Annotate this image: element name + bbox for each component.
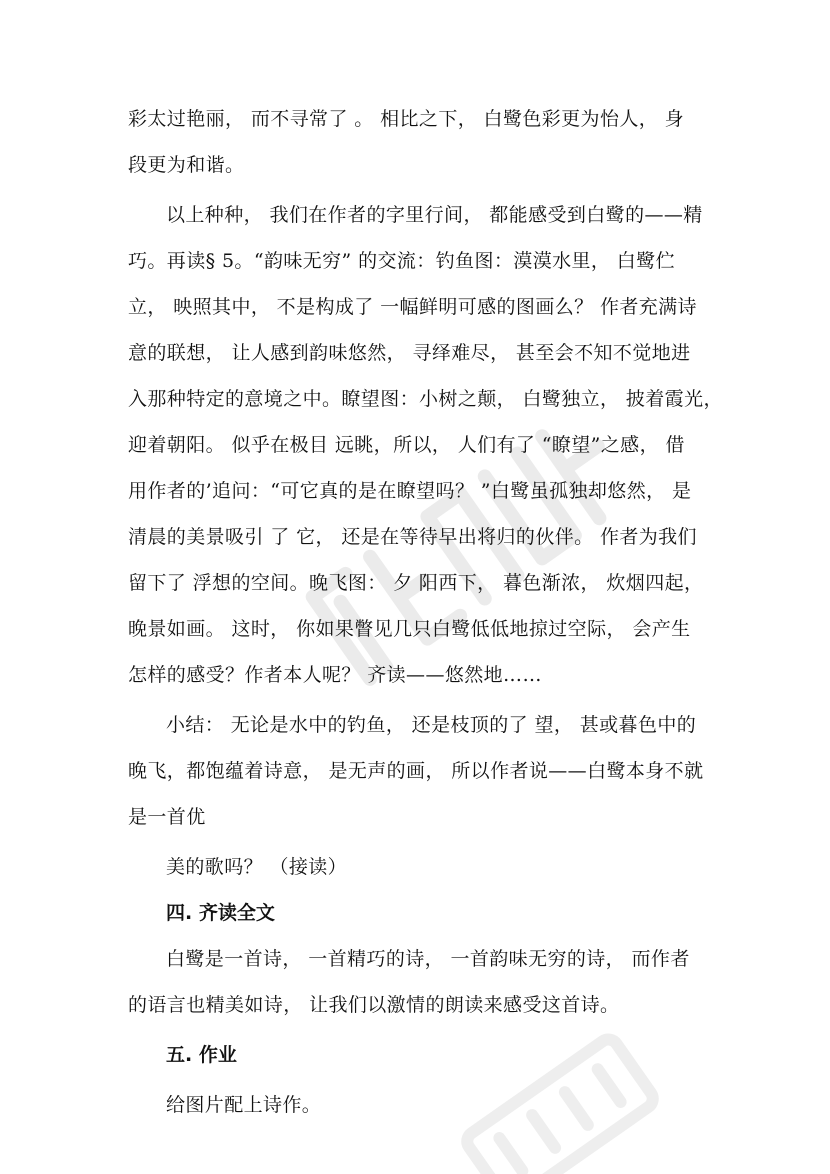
section-heading-homework: 五. 作业 — [166, 1044, 237, 1066]
text-line: 留下了 浮想的空间。晚飞图： 夕 阳西下， 暮色渐浓， 炊烟四起， — [128, 572, 704, 594]
paragraph-homework — [128, 1082, 718, 1128]
text-line: 迎着朝阳。 似乎在极目 远眺，所以， 人们有了 “瞭望”之感， 借 — [128, 434, 685, 456]
text-line: 怎样的感受？作者本人呢？ 齐读——悠然地…… — [128, 664, 542, 686]
section-heading-read-aloud: 四. 齐读全文 — [166, 902, 275, 924]
text-line: 段更为和谐。 — [128, 154, 245, 176]
text-line: 巧。再读§ 5。“韵味无穷” 的交流：钓鱼图：漠漠水里， 白鹭伫 — [128, 250, 675, 272]
text-line: 清晨的美景吸引 了 它， 还是在等待早出将归的伙伴。 作者为我们 — [128, 526, 697, 548]
paragraph-closing — [128, 936, 718, 1028]
text-line: 小结： 无论是水中的钓鱼， 还是枝顶的了 望， 甚或暮色中的 — [166, 714, 697, 736]
paragraph-summary — [128, 702, 718, 840]
text-line: 以上种种， 我们在作者的字里行间， 都能感受到白鹭的——精 — [166, 204, 703, 226]
text-line: 用作者的’追问：“可它真的是在瞭望吗？ ”白鹭虽孤独却悠然， 是 — [128, 480, 692, 502]
text-line: 白鹭是一首诗， 一首精巧的诗， 一首韵味无穷的诗， 而作者 — [166, 948, 690, 970]
text-line: 入那种特定的意境之中。瞭望图：小树之颠， 白鹭独立， 披着霞光， — [128, 388, 723, 410]
text-line: 美的歌吗？ （接读） — [166, 856, 348, 878]
paragraph-continuation — [128, 96, 718, 188]
text-line: 彩太过艳丽， 而不寻常了 。 相比之下， 白鹭色彩更为怡人， 身 — [128, 108, 684, 130]
text-line: 立， 映照其中， 不是构成了 一幅鲜明可感的图画么？ 作者充满诗 — [128, 296, 697, 318]
document-body — [128, 96, 723, 1128]
text-line: 是一首优 — [128, 806, 206, 828]
text-line: 意的联想， 让人感到韵味悠然， 寻绎难尽， 甚至会不知不觉地进 — [128, 342, 691, 364]
text-line: 晚飞，都饱蕴着诗意， 是无声的画， 所以作者说——白鹭本身不就 — [128, 760, 704, 782]
paragraph-analysis — [128, 192, 723, 698]
text-line: 晚景如画。 这时， 你如果瞥见几只白鹭低低地掠过空际， 会产生 — [128, 618, 691, 640]
text-line: 的语言也精美如诗， 让我们以激情的朗读来感受这首诗。 — [128, 994, 620, 1016]
text-line: 给图片配上诗作。 — [166, 1094, 322, 1116]
paragraph-recite — [128, 844, 718, 890]
